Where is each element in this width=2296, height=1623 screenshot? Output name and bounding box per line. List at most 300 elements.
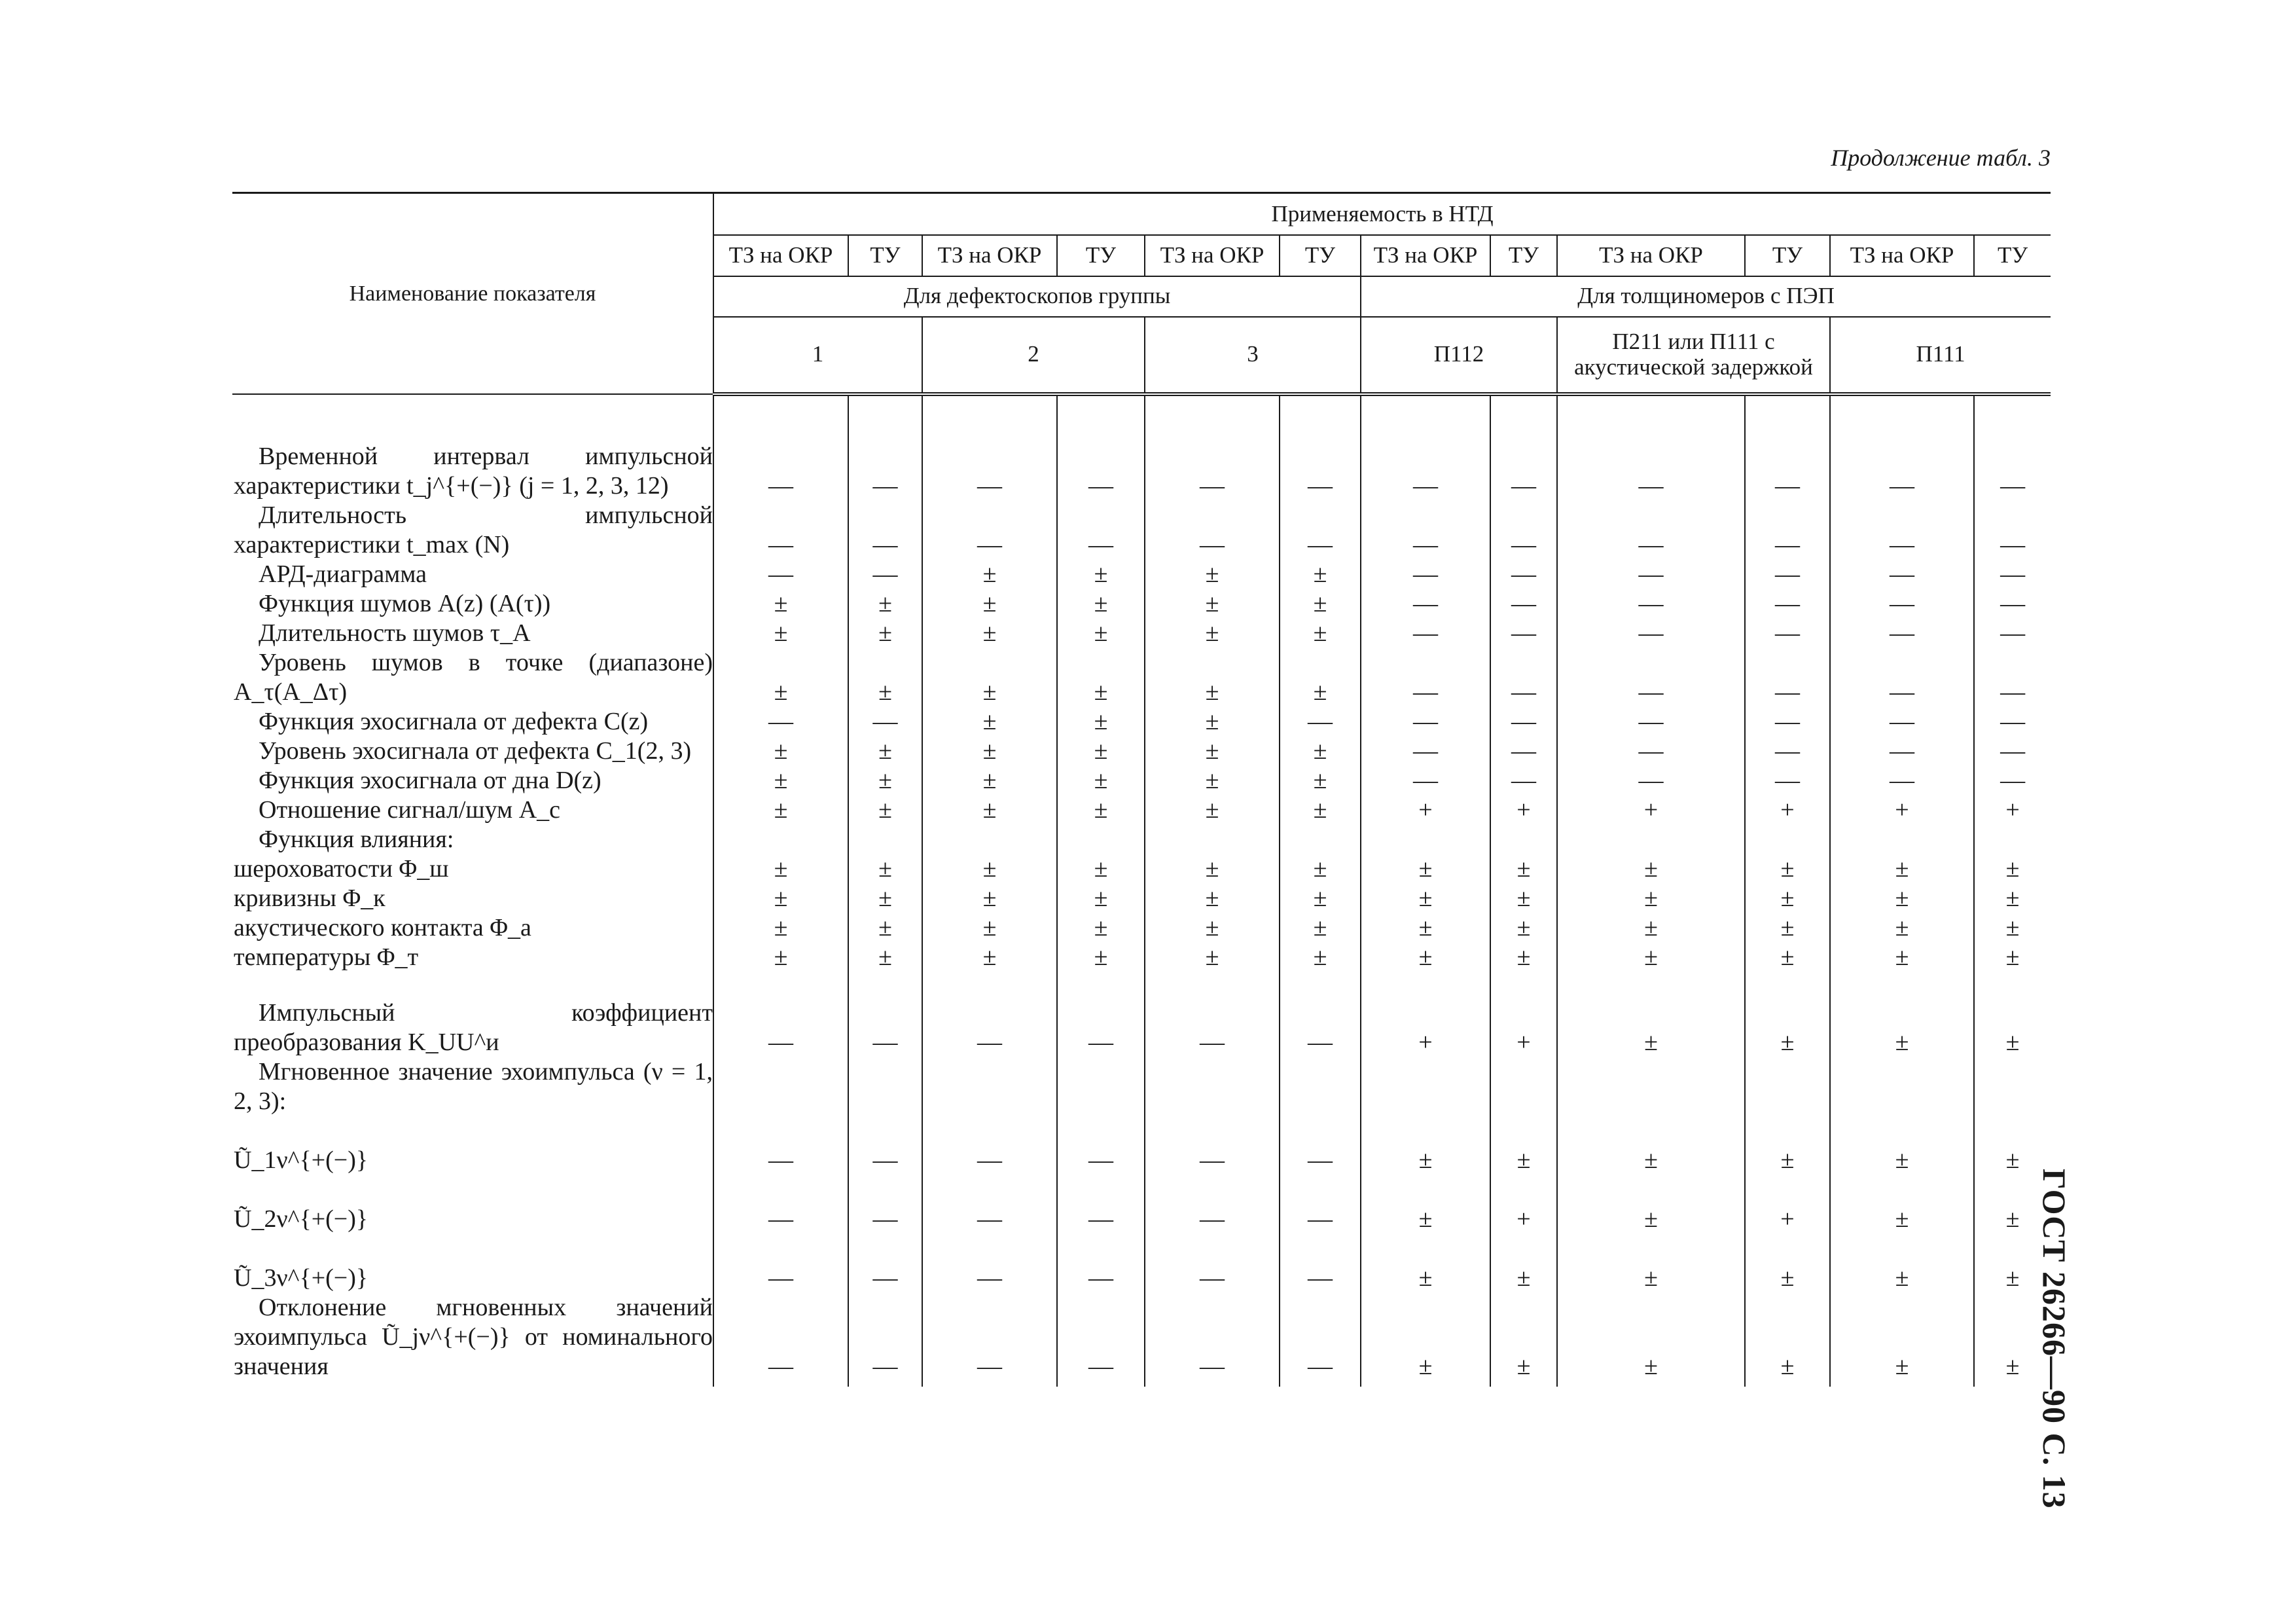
cell-value: — xyxy=(1361,766,1490,795)
row-name: Функция влияния: xyxy=(232,825,713,854)
table-row xyxy=(232,1057,2051,1116)
cell-value: ± xyxy=(1361,913,1490,943)
cell-value: — xyxy=(713,1116,848,1175)
cell-value: ± xyxy=(922,884,1057,913)
table-row xyxy=(232,737,2051,766)
cell-value: ± xyxy=(1361,884,1490,913)
cell-value: — xyxy=(1490,560,1557,589)
cell-value: — xyxy=(1361,707,1490,737)
row-name: Уровень шумов в точке (диапазоне) A_τ(A_Δτ) xyxy=(234,648,713,706)
group-header-thickness: Для толщиномеров с ПЭП xyxy=(1361,276,2051,317)
cell-value: — xyxy=(1557,766,1745,795)
cell-value: — xyxy=(848,972,922,1057)
cell-value: ± xyxy=(848,854,922,884)
table-row xyxy=(232,619,2051,648)
cell-value: — xyxy=(1974,707,2051,737)
cell-value: ± xyxy=(1830,854,1974,884)
cell-value: ± xyxy=(1490,913,1557,943)
row-name: кривизны Φ_к xyxy=(232,884,713,913)
cell-value: — xyxy=(1145,1175,1280,1234)
row-name: Ũ_1ν^{+(−)} xyxy=(232,1116,713,1175)
page-side-label: ГОСТ 26266—90 С. 13 xyxy=(2036,1169,2073,1509)
cell-value: ± xyxy=(713,766,848,795)
cell-value xyxy=(1361,825,1490,854)
cell-value: — xyxy=(1145,1293,1280,1387)
row-name: Уровень эхосигнала от дефекта C_1(2, 3) xyxy=(232,737,713,766)
cell-value: ± xyxy=(1145,943,1280,972)
subgroup-header: 3 xyxy=(1145,317,1361,394)
cell-value: ± xyxy=(1057,795,1145,825)
row-name: Ũ_3ν^{+(−)} xyxy=(232,1234,713,1293)
row-name: Отклонение мгновенных значений эхоимпульса Ũ_jν^{+(−)} от номинального значения xyxy=(232,1293,713,1387)
applicability-header: Применяемость в НТД xyxy=(713,193,2051,235)
col-header-tu: ТУ xyxy=(1490,235,1557,276)
cell-value: ± xyxy=(1145,707,1280,737)
cell-value: ± xyxy=(1557,913,1745,943)
cell-value: ± xyxy=(1280,648,1361,707)
cell-value: — xyxy=(1361,394,1490,501)
cell-value: — xyxy=(922,972,1057,1057)
cell-value: ± xyxy=(848,737,922,766)
cell-value: — xyxy=(713,394,848,501)
cell-value: ± xyxy=(713,884,848,913)
cell-value: ± xyxy=(1745,884,1830,913)
cell-value xyxy=(1490,1057,1557,1116)
cell-value xyxy=(1361,1057,1490,1116)
cell-value: — xyxy=(1361,619,1490,648)
cell-value: — xyxy=(1280,972,1361,1057)
cell-value: — xyxy=(1830,394,1974,501)
cell-value: — xyxy=(1745,560,1830,589)
cell-value: ± xyxy=(1974,943,2051,972)
row-name: Длительность шумов τ_A xyxy=(232,619,713,648)
cell-value: ± xyxy=(1557,943,1745,972)
cell-value: — xyxy=(1280,1293,1361,1387)
cell-value: — xyxy=(1490,501,1557,560)
cell-value: — xyxy=(1745,766,1830,795)
cell-value: + xyxy=(1557,795,1745,825)
cell-value: ± xyxy=(1057,648,1145,707)
cell-value: ± xyxy=(1057,943,1145,972)
cell-value: ± xyxy=(922,795,1057,825)
table-row xyxy=(232,501,2051,560)
cell-value: ± xyxy=(848,589,922,619)
cell-value: ± xyxy=(922,707,1057,737)
cell-value xyxy=(1557,1057,1745,1116)
cell-value: ± xyxy=(1490,1293,1557,1387)
cell-value: ± xyxy=(922,943,1057,972)
cell-value: ± xyxy=(1361,854,1490,884)
cell-value: ± xyxy=(1057,619,1145,648)
cell-value: — xyxy=(1974,589,2051,619)
cell-value: — xyxy=(1361,589,1490,619)
cell-value: ± xyxy=(1361,1234,1490,1293)
cell-value: ± xyxy=(1145,766,1280,795)
cell-value: ± xyxy=(713,795,848,825)
cell-value: ± xyxy=(1057,884,1145,913)
cell-value: ± xyxy=(1830,1234,1974,1293)
cell-value: — xyxy=(1490,707,1557,737)
row-name: АРД-диаграмма xyxy=(232,560,713,589)
row-name: Временной интервал импульсной характеристики t_j^{+(−)} (j = 1, 2, 3, 12) xyxy=(232,394,713,501)
cell-value: — xyxy=(1361,560,1490,589)
cell-value: — xyxy=(1745,394,1830,501)
row-name: акустического контакта Φ_a xyxy=(232,913,713,943)
cell-value: — xyxy=(1361,737,1490,766)
cell-value: — xyxy=(1745,619,1830,648)
cell-value: — xyxy=(1830,766,1974,795)
cell-value: ± xyxy=(848,795,922,825)
table-row xyxy=(232,589,2051,619)
cell-value: — xyxy=(1557,619,1745,648)
cell-value xyxy=(1830,825,1974,854)
cell-value: ± xyxy=(1280,854,1361,884)
col-header-tu: ТУ xyxy=(1280,235,1361,276)
cell-value: — xyxy=(1361,501,1490,560)
subgroup-header: П112 xyxy=(1361,317,1557,394)
cell-value: ± xyxy=(1361,943,1490,972)
cell-value: ± xyxy=(922,766,1057,795)
cell-value: ± xyxy=(713,913,848,943)
cell-value: ± xyxy=(1490,1116,1557,1175)
cell-value: — xyxy=(1557,707,1745,737)
cell-value: ± xyxy=(922,737,1057,766)
cell-value: — xyxy=(1280,1234,1361,1293)
cell-value: — xyxy=(713,707,848,737)
applicability-table xyxy=(232,192,2051,1387)
cell-value: ± xyxy=(1490,854,1557,884)
cell-value: — xyxy=(1490,394,1557,501)
row-name: Отношение сигнал/шум A_c xyxy=(232,795,713,825)
col-header-tz: ТЗ на ОКР xyxy=(922,235,1057,276)
cell-value: ± xyxy=(1974,972,2051,1057)
cell-value: — xyxy=(1057,1116,1145,1175)
row-name: Ũ_2ν^{+(−)} xyxy=(232,1175,713,1234)
cell-value: ± xyxy=(1490,884,1557,913)
cell-value: — xyxy=(1490,737,1557,766)
cell-value: — xyxy=(1490,619,1557,648)
cell-value: ± xyxy=(1145,560,1280,589)
table-row xyxy=(232,1293,2051,1387)
row-name: Функция шумов A(z) (A(τ)) xyxy=(232,589,713,619)
group-header-defectoscopes: Для дефектоскопов группы xyxy=(713,276,1361,317)
cell-value: ± xyxy=(1280,619,1361,648)
col-header-tz: ТЗ на ОКР xyxy=(1361,235,1490,276)
cell-value: + xyxy=(1830,795,1974,825)
cell-value: — xyxy=(1830,560,1974,589)
cell-value xyxy=(922,825,1057,854)
cell-value: ± xyxy=(1280,943,1361,972)
cell-value: ± xyxy=(1057,766,1145,795)
cell-value xyxy=(1974,1057,2051,1116)
cell-value: — xyxy=(1830,737,1974,766)
cell-value: ± xyxy=(1557,1293,1745,1387)
table-row xyxy=(232,1175,2051,1234)
cell-value: — xyxy=(713,1234,848,1293)
cell-value: — xyxy=(1280,394,1361,501)
cell-value: — xyxy=(1830,648,1974,707)
cell-value: ± xyxy=(1557,1116,1745,1175)
cell-value: — xyxy=(1361,648,1490,707)
cell-value: — xyxy=(1557,737,1745,766)
cell-value xyxy=(1280,825,1361,854)
cell-value: ± xyxy=(713,854,848,884)
table-row xyxy=(232,884,2051,913)
cell-value: — xyxy=(848,1234,922,1293)
cell-value: ± xyxy=(922,854,1057,884)
cell-value: ± xyxy=(922,560,1057,589)
cell-value: ± xyxy=(713,943,848,972)
cell-value xyxy=(1145,1057,1280,1116)
cell-value: ± xyxy=(1557,1175,1745,1234)
cell-value: ± xyxy=(1057,737,1145,766)
row-name: Длительность импульсной характеристики t_max (N) xyxy=(234,501,713,558)
cell-value: — xyxy=(848,1293,922,1387)
row-name: температуры Φ_т xyxy=(232,943,713,972)
cell-value: ± xyxy=(1280,737,1361,766)
cell-value: ± xyxy=(1145,795,1280,825)
cell-value: — xyxy=(713,501,848,560)
cell-value: ± xyxy=(1745,854,1830,884)
cell-value: ± xyxy=(1361,1116,1490,1175)
cell-value: — xyxy=(922,394,1057,501)
cell-value: ± xyxy=(1280,589,1361,619)
cell-value: ± xyxy=(1145,737,1280,766)
cell-value: ± xyxy=(922,648,1057,707)
cell-value: — xyxy=(848,394,922,501)
cell-value: ± xyxy=(1280,766,1361,795)
col-header-tz: ТЗ на ОКР xyxy=(713,235,848,276)
cell-value: — xyxy=(1145,1116,1280,1175)
cell-value: ± xyxy=(1057,854,1145,884)
cell-value: — xyxy=(1974,648,2051,707)
cell-value: + xyxy=(1361,972,1490,1057)
cell-value: — xyxy=(1557,560,1745,589)
cell-value: — xyxy=(922,1175,1057,1234)
cell-value: ± xyxy=(1745,943,1830,972)
cell-value xyxy=(1745,1057,1830,1116)
cell-value: — xyxy=(1745,501,1830,560)
cell-value: — xyxy=(1745,707,1830,737)
cell-value: — xyxy=(1145,972,1280,1057)
cell-value: ± xyxy=(1557,1234,1745,1293)
cell-value: — xyxy=(1974,737,2051,766)
cell-value: — xyxy=(1057,1293,1145,1387)
cell-value: ± xyxy=(1057,589,1145,619)
cell-value: ± xyxy=(1830,943,1974,972)
cell-value: — xyxy=(713,972,848,1057)
cell-value: ± xyxy=(1145,589,1280,619)
cell-value: ± xyxy=(1361,1293,1490,1387)
subgroup-header: П111 xyxy=(1830,317,2051,394)
cell-value: — xyxy=(922,501,1057,560)
cell-value xyxy=(1974,825,2051,854)
table-row xyxy=(232,795,2051,825)
cell-value: ± xyxy=(1830,1293,1974,1387)
cell-value: + xyxy=(1490,795,1557,825)
cell-value: ± xyxy=(713,589,848,619)
cell-value xyxy=(1057,825,1145,854)
cell-value: — xyxy=(713,1293,848,1387)
col-header-tz: ТЗ на ОКР xyxy=(1557,235,1745,276)
cell-value: — xyxy=(1280,1116,1361,1175)
cell-value: — xyxy=(848,707,922,737)
cell-value: — xyxy=(848,560,922,589)
cell-value: ± xyxy=(1280,560,1361,589)
cell-value: + xyxy=(1745,1175,1830,1234)
col-header-tz: ТЗ на ОКР xyxy=(1830,235,1974,276)
cell-value: ± xyxy=(848,913,922,943)
cell-value: + xyxy=(1745,795,1830,825)
cell-value: ± xyxy=(1745,972,1830,1057)
cell-value: ± xyxy=(713,648,848,707)
cell-value: ± xyxy=(1557,972,1745,1057)
cell-value: ± xyxy=(1057,560,1145,589)
cell-value: ± xyxy=(922,589,1057,619)
row-name: Импульсный коэффициент преобразования K_UU^и xyxy=(232,972,713,1057)
cell-value: — xyxy=(848,1175,922,1234)
cell-value: + xyxy=(1490,1175,1557,1234)
cell-value: — xyxy=(1490,766,1557,795)
cell-value: ± xyxy=(1974,1116,2051,1175)
cell-value: — xyxy=(922,1234,1057,1293)
cell-value xyxy=(713,1057,848,1116)
cell-value: + xyxy=(1361,795,1490,825)
table-row xyxy=(232,1116,2051,1175)
table-body xyxy=(232,394,2051,1387)
cell-value: ± xyxy=(1745,1293,1830,1387)
cell-value: ± xyxy=(713,737,848,766)
table-row xyxy=(232,766,2051,795)
cell-value: + xyxy=(1974,795,2051,825)
table-row xyxy=(232,1234,2051,1293)
table-header xyxy=(232,193,2051,394)
cell-value: ± xyxy=(1145,648,1280,707)
cell-value: ± xyxy=(1745,913,1830,943)
col-header-tu: ТУ xyxy=(1057,235,1145,276)
cell-value: ± xyxy=(1280,884,1361,913)
row-name: Функция эхосигнала от дна D(z) xyxy=(232,766,713,795)
cell-value: — xyxy=(713,1175,848,1234)
table-row xyxy=(232,854,2051,884)
table-row xyxy=(232,707,2051,737)
cell-value xyxy=(1280,1057,1361,1116)
cell-value: — xyxy=(1145,501,1280,560)
cell-value: ± xyxy=(848,766,922,795)
cell-value: ± xyxy=(1745,1116,1830,1175)
name-column-header: Наименование показателя xyxy=(232,193,713,394)
cell-value: ± xyxy=(1145,913,1280,943)
col-header-tu: ТУ xyxy=(1745,235,1830,276)
cell-value: — xyxy=(1745,737,1830,766)
col-header-tu: ТУ xyxy=(1974,235,2051,276)
cell-value: — xyxy=(1557,501,1745,560)
row-name: шероховатости Φ_ш xyxy=(232,854,713,884)
cell-value: — xyxy=(1280,707,1361,737)
cell-value: ± xyxy=(848,648,922,707)
cell-value: — xyxy=(713,560,848,589)
cell-value: ± xyxy=(1145,854,1280,884)
subgroup-header: 2 xyxy=(922,317,1145,394)
cell-value: — xyxy=(1830,589,1974,619)
table-row xyxy=(232,648,2051,707)
cell-value: — xyxy=(848,501,922,560)
cell-value xyxy=(1057,1057,1145,1116)
cell-value: ± xyxy=(1057,913,1145,943)
cell-value: ± xyxy=(1974,854,2051,884)
cell-value: ± xyxy=(1830,972,1974,1057)
cell-value: — xyxy=(1145,394,1280,501)
col-header-tu: ТУ xyxy=(848,235,922,276)
cell-value: ± xyxy=(1490,1234,1557,1293)
cell-value: ± xyxy=(1974,1234,2051,1293)
cell-value: — xyxy=(1974,501,2051,560)
cell-value xyxy=(713,825,848,854)
cell-value: ± xyxy=(1830,913,1974,943)
cell-value: — xyxy=(1490,589,1557,619)
cell-value: ± xyxy=(848,884,922,913)
cell-value: ± xyxy=(1145,884,1280,913)
table-row xyxy=(232,825,2051,854)
cell-value: ± xyxy=(1974,913,2051,943)
table-row xyxy=(232,560,2051,589)
row-name: Функция эхосигнала от дефекта C(z) xyxy=(232,707,713,737)
cell-value: — xyxy=(1974,619,2051,648)
table-row xyxy=(232,394,2051,501)
cell-value: ± xyxy=(1830,1175,1974,1234)
cell-value: ± xyxy=(1974,884,2051,913)
cell-value: — xyxy=(1974,766,2051,795)
cell-value: — xyxy=(1057,972,1145,1057)
cell-value: — xyxy=(922,1293,1057,1387)
cell-value xyxy=(848,825,922,854)
cell-value: ± xyxy=(1361,1175,1490,1234)
cell-value: — xyxy=(1557,648,1745,707)
col-header-tz: ТЗ на ОКР xyxy=(1145,235,1280,276)
cell-value: ± xyxy=(1280,795,1361,825)
cell-value: ± xyxy=(848,943,922,972)
cell-value: — xyxy=(1745,648,1830,707)
cell-value: ± xyxy=(1974,1293,2051,1387)
cell-value: — xyxy=(1974,560,2051,589)
cell-value: — xyxy=(1830,707,1974,737)
row-name: Мгновенное значение эхоимпульса (ν = 1, 2, 3): xyxy=(234,1057,713,1115)
cell-value xyxy=(1145,825,1280,854)
cell-value xyxy=(922,1057,1057,1116)
cell-value: — xyxy=(1557,589,1745,619)
subgroup-header: П211 или П111 с акустической задержкой xyxy=(1557,317,1830,394)
cell-value: — xyxy=(922,1116,1057,1175)
cell-value: + xyxy=(1490,972,1557,1057)
cell-value: ± xyxy=(1280,913,1361,943)
cell-value: — xyxy=(1280,501,1361,560)
cell-value: — xyxy=(1745,589,1830,619)
table-row xyxy=(232,972,2051,1057)
cell-value: ± xyxy=(1974,1175,2051,1234)
table-row xyxy=(232,943,2051,972)
continuation-label: Продолжение табл. 3 xyxy=(1831,145,2051,171)
cell-value: — xyxy=(1057,501,1145,560)
subgroup-header: 1 xyxy=(713,317,922,394)
cell-value xyxy=(848,1057,922,1116)
cell-value: ± xyxy=(922,619,1057,648)
cell-value: — xyxy=(1557,394,1745,501)
cell-value: — xyxy=(1830,501,1974,560)
cell-value xyxy=(1490,825,1557,854)
cell-value: — xyxy=(1490,648,1557,707)
cell-value: — xyxy=(1974,394,2051,501)
cell-value: ± xyxy=(1745,1234,1830,1293)
